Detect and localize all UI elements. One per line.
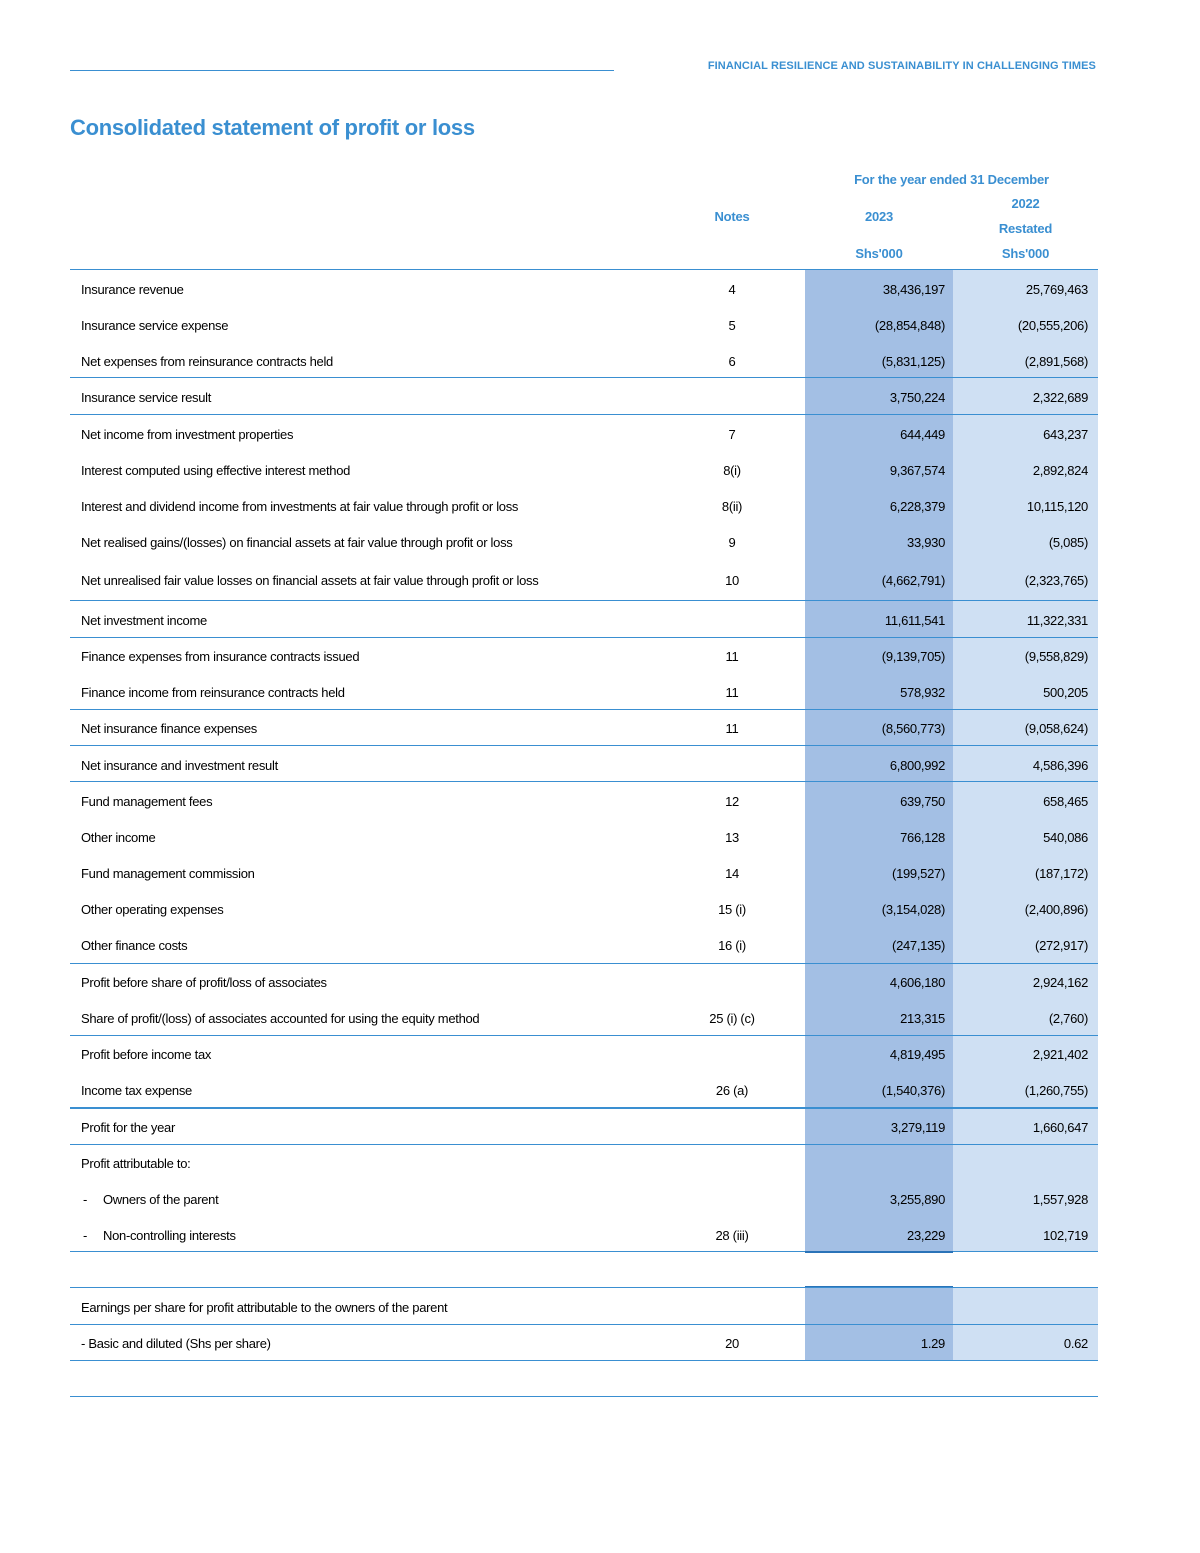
row-value-2022: (2,891,568) [1024,354,1088,369]
table-row [70,563,1098,599]
table-row [70,748,1098,784]
row-label: Insurance service expense [81,318,229,333]
notes-header: Notes [714,209,750,224]
row-label: - Non-controlling interests [81,1218,236,1254]
table-row [70,272,1098,308]
restated-header: Restated [998,221,1053,236]
table-row [70,639,1098,675]
table-row [70,489,1098,525]
row-label: Finance income from reinsurance contracts held [81,685,345,700]
year-2023-header: 2023 [864,209,894,224]
table-row [70,1110,1098,1146]
table-row [70,711,1098,747]
row-note: 26 (a) [715,1083,749,1098]
eps-row [70,1326,1098,1362]
row-note: 6 [728,354,736,369]
row-value-2023: (3,154,028) [881,902,945,917]
row-note: 8(ii) [721,499,743,514]
table-row [70,675,1098,711]
row-value-2023: (28,854,848) [874,318,945,333]
row-note: 9 [728,535,736,550]
row-value-2022: 1,557,928 [1032,1192,1088,1207]
row-value-2022: (20,555,206) [1017,318,1088,333]
row-note: 16 (i) [718,938,746,953]
row-label: Net income from investment properties [81,427,294,442]
row-note: 12 [725,794,739,809]
row-value-2022: (9,558,829) [1024,649,1088,664]
row-value-2022: (9,058,624) [1024,721,1088,736]
table-row [70,820,1098,856]
row-value-2023: 9,367,574 [889,463,945,478]
table-row [70,856,1098,892]
table-row [70,380,1098,416]
row-value-2022: 11,322,331 [1026,613,1088,628]
year-2022-header: 2022 [1011,196,1040,211]
row-value-2023: 6,228,379 [889,499,945,514]
rule [70,600,1098,601]
row-value-2023: 23,229 [907,1228,945,1243]
row-value-2022: (1,260,755) [1024,1083,1088,1098]
row-note: 28 (iii) [715,1228,749,1243]
period-header: For the year ended 31 December [854,172,1049,187]
row-value-2023: 766,128 [900,830,945,845]
table-row [70,1146,1098,1182]
table-row [70,928,1098,964]
table-top-rule [70,269,1098,270]
row-value-2022: 658,465 [1043,794,1088,809]
row-label: Net realised gains/(losses) on financial assets at fair value through profit or loss [81,535,513,550]
row-label: Share of profit/(loss) of associates accounted for using the equity method [81,1011,480,1026]
page-bottom-rule [70,1396,1098,1397]
row-value-2022: 4,586,396 [1032,758,1088,773]
row-note: 14 [725,866,739,881]
row-label: Net investment income [81,613,207,628]
row-label: Fund management commission [81,866,255,881]
unit-2023-header: Shs'000 [855,246,903,261]
row-note: 11 [725,649,739,664]
row-value-2022: 10,115,120 [1026,499,1088,514]
unit-2022-header: Shs'000 [1001,246,1050,261]
eps-heading-row [70,1290,1098,1326]
row-label: Insurance service result [81,390,212,405]
table-row [70,344,1098,380]
row-label: Finance expenses from insurance contracts issued [81,649,360,664]
table-row [70,965,1098,1001]
row-value-2022: 540,086 [1043,830,1088,845]
row-value-2023: 33,930 [907,535,945,550]
eps-note: 20 [725,1336,739,1351]
row-label: Interest and dividend income from investments at fair value through profit or loss [81,499,519,514]
eps-value-2023: 1.29 [920,1336,945,1351]
eps-label: - Basic and diluted (Shs per share) [81,1336,271,1351]
row-value-2023: 3,279,119 [890,1120,945,1135]
row-note: 11 [725,721,739,736]
row-label: Other operating expenses [81,902,224,917]
row-label: Interest computed using effective interest method [81,463,351,478]
row-value-2022: 1,660,647 [1032,1120,1088,1135]
row-note: 8(i) [723,463,741,478]
row-label: Other finance costs [81,938,188,953]
table-row [70,1001,1098,1037]
row-value-2023: 3,255,890 [889,1192,945,1207]
row-note: 13 [725,830,739,845]
row-value-2023: 3,750,224 [889,390,945,405]
row-note: 25 (i) (c) [709,1011,755,1026]
row-note: 11 [725,685,739,700]
row-label: Net insurance and investment result [81,758,278,773]
row-value-2022: (272,917) [1035,938,1088,953]
table-row [70,1073,1098,1109]
row-value-2022: (2,400,896) [1024,902,1088,917]
eps-top-rule [70,1287,1098,1288]
row-label: Net unrealised fair value losses on financial assets at fair value through profit or loss [81,573,539,588]
row-label: Income tax expense [81,1083,192,1098]
row-value-2022: 500,205 [1043,685,1088,700]
table-row [70,603,1098,639]
row-value-2023: 4,606,180 [889,975,945,990]
row-value-2023: 11,611,541 [884,613,945,628]
row-value-2023: 38,436,197 [882,282,945,297]
row-value-2022: 2,924,162 [1032,975,1088,990]
table-row [70,784,1098,820]
page-title: Consolidated statement of profit or loss [70,115,475,140]
running-header: FINANCIAL RESILIENCE AND SUSTAINABILITY IN CHALLENGING TIMES [707,60,1096,72]
row-value-2023: (9,139,705) [881,649,945,664]
row-value-2022: 2,322,689 [1032,390,1088,405]
row-note: 7 [728,427,736,442]
table-row [70,308,1098,344]
row-label: Other income [81,830,156,845]
table-row [70,417,1098,453]
row-value-2022: (5,085) [1048,535,1088,550]
row-label: Net expenses from reinsurance contracts held [81,354,333,369]
row-value-2022: 643,237 [1043,427,1088,442]
row-value-2022: (2,323,765) [1024,573,1088,588]
row-note: 10 [725,573,739,588]
row-label: Profit for the year [81,1120,176,1135]
row-note: 15 (i) [718,902,746,917]
row-value-2022: (187,172) [1035,866,1088,881]
row-value-2023: 639,750 [900,794,945,809]
row-value-2022: 2,921,402 [1032,1047,1088,1062]
row-value-2022: 2,892,824 [1032,463,1088,478]
row-value-2023: 4,819,495 [889,1047,945,1062]
row-value-2023: (8,560,773) [881,721,945,736]
row-label: Fund management fees [81,794,213,809]
row-label: Insurance revenue [81,282,184,297]
row-value-2022: (2,760) [1048,1011,1088,1026]
row-value-2023: 644,449 [900,427,945,442]
row-label: Profit before share of profit/loss of associates [81,975,327,990]
eps-value-2022: 0.62 [1063,1336,1088,1351]
row-note: 5 [728,318,736,333]
table-row [70,1182,1098,1218]
table-row [70,1218,1098,1254]
row-note: 4 [728,282,736,297]
row-value-2023: 6,800,992 [889,758,945,773]
row-value-2023: (247,135) [892,938,945,953]
row-value-2023: 578,932 [900,685,945,700]
row-value-2023: (5,831,125) [881,354,945,369]
row-value-2023: 213,315 [900,1011,945,1026]
table-row [70,525,1098,561]
header-rule [70,70,614,71]
row-label: Profit before income tax [81,1047,212,1062]
row-label: - Owners of the parent [81,1182,218,1218]
row-label: Net insurance finance expenses [81,721,258,736]
row-value-2023: (1,540,376) [881,1083,945,1098]
eps-heading: Earnings per share for profit attributable to the owners of the parent [81,1300,448,1315]
row-value-2023: (4,662,791) [881,573,945,588]
row-value-2023: (199,527) [892,866,945,881]
row-label: Profit attributable to: [81,1156,191,1171]
table-row [70,892,1098,928]
table-row [70,453,1098,489]
table-row [70,1037,1098,1073]
row-value-2022: 102,719 [1043,1228,1088,1243]
row-value-2022: 25,769,463 [1025,282,1088,297]
